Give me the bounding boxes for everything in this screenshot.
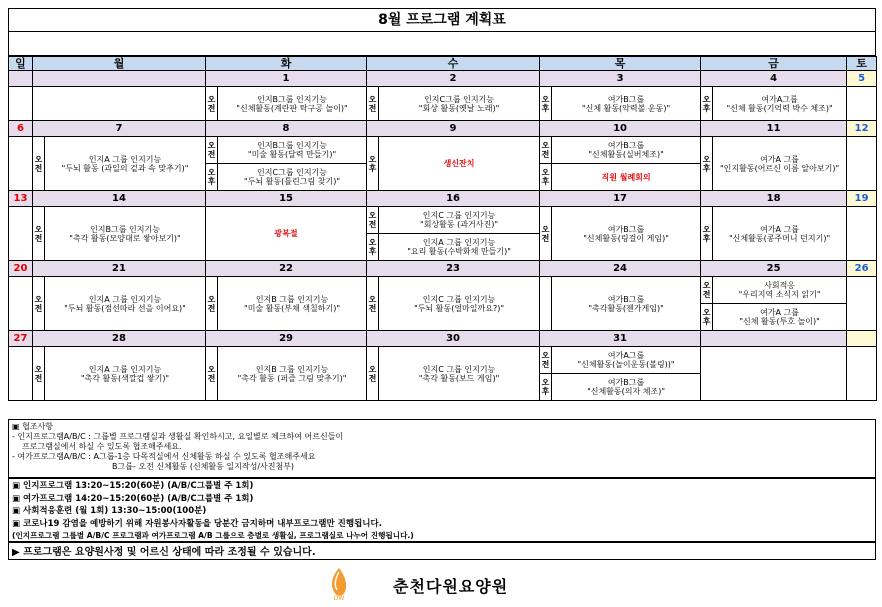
date-cell: 23 [367, 261, 540, 277]
date-cell: 24 [540, 261, 701, 277]
holiday-cell: 광복절 [206, 207, 367, 261]
time-label: 오전 [33, 207, 45, 261]
time-label: 오후 [540, 164, 552, 191]
date-cell [33, 71, 206, 87]
date-cell: 31 [540, 331, 701, 347]
program-cell: 인지B 그룹 인지기능 "미술 활동(부채 색칠하기)" [218, 277, 367, 331]
program-cell: 여가A 그룹 "인지활동(어르신 이름 알아보기)" [713, 137, 847, 191]
program-cell: 사회적응 "우리지역 소식지 읽기" [713, 277, 847, 304]
time-label: 오전 [540, 137, 552, 164]
notes-header: ▣ 협조사항 [12, 422, 54, 431]
notes-line: - 인지프로그램A/B/C : 그룹별 프로그램실과 생활실 확인하시고, 요일별로 체크하여 어르신들이 [12, 432, 344, 441]
weekday-header-row [9, 57, 877, 71]
date-cell: 16 [367, 191, 540, 207]
program-cell: 인지C 그룹 인지기능 "회상활동 (과거사진)" [379, 207, 540, 234]
blank-row [8, 32, 876, 56]
footer-note: ▶ 프로그램은 요양원사정 및 어르신 상태에 따라 조정될 수 있습니다. [8, 542, 876, 560]
saturday-cell [847, 207, 877, 261]
weekday-fri: 금 [701, 57, 847, 71]
program-cell: 인지C 그룹 인지기능 "두뇌 활동(얼마일까요?)" [379, 277, 540, 331]
program-cell: 여가B그룹 "신체활동(실버체조)" [552, 137, 701, 164]
time-label: 오후 [701, 304, 713, 331]
program-cell: 직원 월례회의 [552, 164, 701, 191]
time-label: 오전 [206, 87, 218, 121]
time-label: 오전 [206, 137, 218, 164]
weekday-mon: 월 [33, 57, 206, 71]
program-cell: 인지B그룹 인지기능 "촉각 활동(모양대로 쌓아보기)" [45, 207, 206, 261]
date-cell: 4 [701, 71, 847, 87]
org-logo [328, 566, 350, 602]
saturday-cell [847, 87, 877, 121]
program-cell: 인지B 그룹 인지기능 "촉각 활동 (퍼즐 그림 맞추기)" [218, 347, 367, 401]
calendar-table [8, 56, 877, 401]
date-cell: 9 [367, 121, 540, 137]
date-cell: 12 [847, 121, 877, 137]
saturday-cell [847, 137, 877, 191]
date-cell: 28 [33, 331, 206, 347]
time-label [540, 277, 552, 331]
program-cell: 인지C 그룹 인지기능 "촉각 활동(보드 게임)" [379, 347, 540, 401]
date-row [9, 261, 877, 277]
date-cell: 15 [206, 191, 367, 207]
date-cell: 20 [9, 261, 33, 277]
time-label: 오전 [367, 87, 379, 121]
program-cell: 인지A 그룹 인지기능 "두뇌 활동(점선따라 선을 이어요)" [45, 277, 206, 331]
date-cell: 22 [206, 261, 367, 277]
date-cell: 7 [33, 121, 206, 137]
time-label: 오전 [367, 207, 379, 234]
schedule-info [8, 478, 876, 542]
date-cell: 6 [9, 121, 33, 137]
sunday-cell [9, 87, 33, 121]
sunday-cell [9, 207, 33, 261]
date-cell: 14 [33, 191, 206, 207]
date-cell: 29 [206, 331, 367, 347]
time-label: 오전 [33, 347, 45, 401]
weekday-wed: 수 [367, 57, 540, 71]
time-label: 오전 [33, 137, 45, 191]
time-label: 오후 [206, 164, 218, 191]
weekday-sun: 일 [9, 57, 33, 71]
saturday-cell [847, 277, 877, 331]
event-cell: 생신잔치 [379, 137, 540, 191]
date-cell: 10 [540, 121, 701, 137]
program-cell: 인지A 그룹 인지기능 "요리 활동(수박화채 만들기)" [379, 234, 540, 261]
time-label: 오전 [206, 347, 218, 401]
schedule-line: (인지프로그램 그룹별 A/B/C 프로그램과 여가프로그램 A/B 그룹으로 층별로 생활실, 프로그램실로 나누어 진행됩니다.) [12, 531, 414, 541]
date-cell [701, 331, 847, 347]
date-cell: 1 [206, 71, 367, 87]
empty-cell [33, 87, 206, 121]
date-row [9, 121, 877, 137]
date-cell: 8 [206, 121, 367, 137]
program-cell: 인지B그룹 인지기능 "신체활동(계란판 탁구공 놀이)" [218, 87, 367, 121]
time-label: 오전 [206, 277, 218, 331]
content-row [9, 277, 877, 304]
date-cell [847, 331, 877, 347]
schedule-line: ▣ 인지프로그램 13:20~15:20(60분) (A/B/C그룹별 주 1회) [12, 481, 254, 491]
date-cell: 2 [367, 71, 540, 87]
time-label: 오전 [540, 347, 552, 374]
program-cell: 인지C그룹 인지기능 "두뇌 활동(틀린그림 찾기)" [218, 164, 367, 191]
date-cell: 30 [367, 331, 540, 347]
content-row [9, 137, 877, 164]
cooperation-notes [8, 419, 876, 478]
date-cell: 13 [9, 191, 33, 207]
program-cell: 인지A 그룹 인지기능 "두뇌 활동 (과일의 겉과 속 맞추기)" [45, 137, 206, 191]
time-label: 오후 [540, 374, 552, 401]
page-title: 8월 프로그램 계획표 [8, 8, 876, 32]
program-cell: 여가A그룹 "신체활동(놀이운동(볼링))" [552, 347, 701, 374]
time-label: 오전 [367, 277, 379, 331]
program-cell: 여가B그룹 "촉각활동(젠가게임)" [552, 277, 701, 331]
content-row [9, 207, 877, 234]
notes-line: 프로그램실에서 하실 수 있도록 협조해주세요. [22, 442, 182, 451]
time-label: 오후 [701, 87, 713, 121]
content-row [9, 87, 877, 104]
date-row [9, 191, 877, 207]
org-name: 춘천다원요양원 [393, 577, 509, 596]
weekday-tue: 화 [206, 57, 367, 71]
date-cell: 25 [701, 261, 847, 277]
program-cell: 여가A그룹 "신체 활동(기억력 박수 체조)" [713, 87, 847, 121]
program-cell: 인지C그룹 인지기능 "회상 활동(옛날 노래)" [379, 87, 540, 121]
program-cell: 여가A 그룹 "신체활동(콩주머니 던지기)" [713, 207, 847, 261]
content-row [9, 347, 877, 374]
sunday-cell [9, 277, 33, 331]
program-cell: 여가B그룹 "신체활동(의자 체조)" [552, 374, 701, 401]
schedule-line: ▣ 사회적응훈련 (월 1회) 13:30~15:00(100분) [12, 506, 207, 517]
saturday-cell [847, 347, 877, 401]
notes-line: B그룹- 오전 신체활동 (신체활동 일지작성/사진첨부) [112, 462, 295, 471]
date-cell: 3 [540, 71, 701, 87]
date-cell: 5 [847, 71, 877, 87]
logo-text: DW [333, 595, 345, 602]
date-cell: 19 [847, 191, 877, 207]
date-cell: 26 [847, 261, 877, 277]
time-label: 오전 [701, 277, 713, 304]
schedule-line: ▣ 여가프로그램 14:20~15:20(60분) (A/B/C그룹별 주 1회) [12, 493, 254, 504]
date-cell: 11 [701, 121, 847, 137]
sunday-cell [9, 347, 33, 401]
sunday-cell [9, 137, 33, 191]
program-cell: 인지B그룹 인지기능 "미술 활동(달력 만들기)" [218, 137, 367, 164]
date-cell: 18 [701, 191, 847, 207]
program-cell: 여가A 그룹 "신체 활동(투호 놀이)" [713, 304, 847, 331]
time-label: 오후 [540, 87, 552, 121]
time-label: 오후 [367, 137, 379, 191]
date-row [9, 331, 877, 347]
time-label: 오전 [33, 277, 45, 331]
date-row [9, 71, 877, 87]
weekday-thu: 목 [540, 57, 701, 71]
program-cell: 여가B그룹 "신체활동(링걸이 게임)" [552, 207, 701, 261]
date-cell: 27 [9, 331, 33, 347]
time-label: 오전 [367, 347, 379, 401]
empty-cell [701, 347, 847, 401]
time-label: 오후 [701, 207, 713, 261]
time-label: 오후 [701, 137, 713, 191]
time-label: 오후 [367, 234, 379, 261]
date-cell: 17 [540, 191, 701, 207]
notes-line: - 여가프로그램A/B/C : A그룹-1층 다목적실에서 신체활동 하실 수 있도록 협조해주세요 [12, 452, 316, 461]
date-cell: 21 [33, 261, 206, 277]
time-label: 오전 [540, 207, 552, 261]
weekday-sat: 토 [847, 57, 877, 71]
program-cell: 인지A 그룹 인지기능 "촉각 활동(색깔컵 쌓기)" [45, 347, 206, 401]
schedule-line: ▣ 코로나19 감염을 예방하기 위해 자원봉사자활동을 당분간 금지하며 내부프로그램만 진행됩니다. [12, 518, 382, 529]
program-cell: 여가B그룹 "신체 활동(악력볼 운동)" [552, 87, 701, 121]
date-cell [9, 71, 33, 87]
